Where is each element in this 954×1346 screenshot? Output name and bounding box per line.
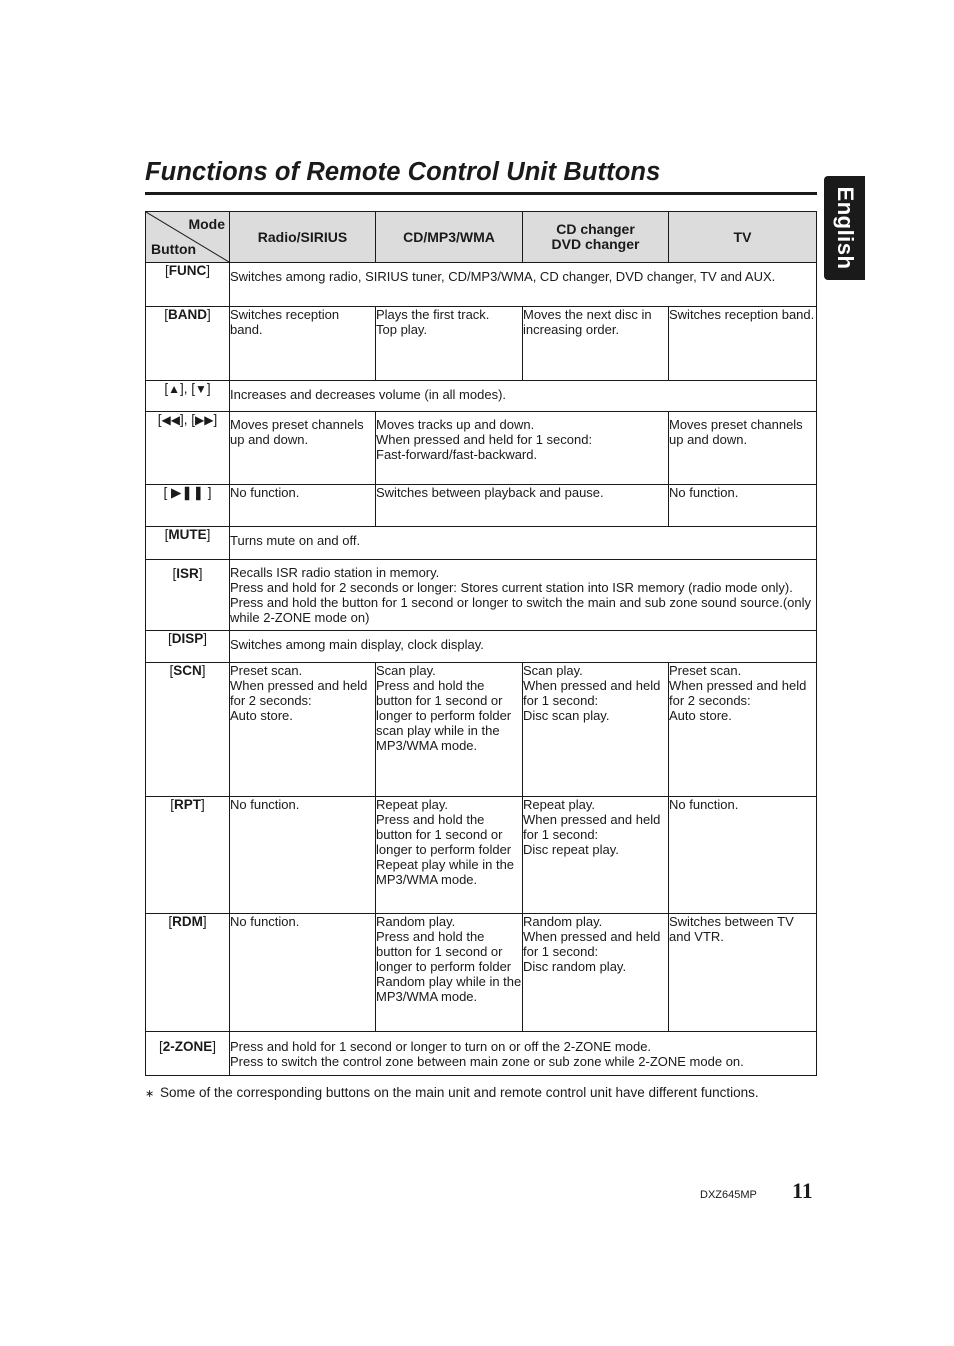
button-rdm: [RDM] — [146, 914, 230, 1032]
language-tab-label: English — [832, 186, 858, 270]
scn-cd: Scan play. Press and hold the button for 1 second or longer to perform folder scan play while in the MP3/WMA mode. — [376, 663, 523, 797]
button-2zone: [2-ZONE] — [146, 1032, 230, 1076]
2zone-line-2: Press to switch the control zone between main zone or sub zone while 2-ZONE mode on. — [230, 1054, 744, 1069]
row-2zone — [146, 1032, 817, 1076]
rpt-cd: Repeat play. Press and hold the button for 1 second or longer to perform folder Repeat play while in the MP3/WMA mode. — [376, 797, 523, 914]
page-title: Functions of Remote Control Unit Buttons — [145, 158, 661, 186]
isr-line-1: Recalls ISR radio station in memory. — [230, 565, 440, 580]
button-band: [BAND] — [146, 307, 230, 381]
playpause-cd-changer: Switches between playback and pause. — [376, 485, 669, 527]
skip-cd-changer: Moves tracks up and down. When pressed and held for 1 second: Fast-forward/fast-backward. — [376, 412, 669, 485]
playpause-tv: No function. — [669, 485, 817, 527]
band-tv: Switches reception band. — [669, 307, 817, 381]
rpt-changer: Repeat play. When pressed and held for 1 second: Disc repeat play. — [523, 797, 669, 914]
disp-all-modes: Switches among main display, clock display. — [230, 631, 817, 663]
footnote — [145, 1085, 759, 1100]
rdm-changer: Random play. When pressed and held for 1 second: Disc random play. — [523, 914, 669, 1032]
row-isr — [146, 560, 817, 631]
rdm-tv: Switches between TV and VTR. — [669, 914, 817, 1032]
scn-tv: Preset scan. When pressed and held for 2 seconds: Auto store. — [669, 663, 817, 797]
2zone-all-modes — [230, 1032, 817, 1076]
skip-radio: Moves preset channels up and down. — [230, 412, 376, 485]
language-tab — [824, 176, 865, 280]
button-disp: [DISP] — [146, 631, 230, 663]
mute-all-modes: Turns mute on and off. — [230, 527, 817, 560]
row-func — [146, 263, 817, 307]
rpt-tv: No function. — [669, 797, 817, 914]
row-band — [146, 307, 817, 381]
rdm-cd: Random play. Press and hold the button for 1 second or longer to perform folder Random play while in the MP3/WMA mode. — [376, 914, 523, 1032]
skip-forward-icon: ▶▶ — [195, 413, 214, 427]
playpause-radio: No function. — [230, 485, 376, 527]
row-play-pause — [146, 485, 817, 527]
func-all-modes: Switches among radio, SIRIUS tuner, CD/MP3/WMA, CD changer, DVD changer, TV and AUX. — [230, 263, 817, 307]
mode-button-corner-cell — [146, 212, 230, 263]
header-changer: CD changer DVD changer — [523, 212, 669, 263]
rdm-radio: No function. — [230, 914, 376, 1032]
header-row — [146, 212, 817, 263]
button-functions-table — [145, 211, 817, 1076]
skip-back-icon: ◀◀ — [161, 413, 180, 427]
header-cd: CD/MP3/WMA — [376, 212, 523, 263]
band-cd: Plays the first track. Top play. — [376, 307, 523, 381]
row-skip — [146, 412, 817, 485]
isr-all-modes — [230, 560, 817, 631]
model-number: DXZ645MP — [700, 1189, 757, 1201]
2zone-line-1: Press and hold for 1 second or longer to turn on or off the 2-ZONE mode. — [230, 1039, 652, 1054]
page-number: 11 — [792, 1178, 813, 1203]
isr-line-3: Press and hold the button for 1 second or longer to switch the main and sub zone sound source.(only while 2-ZONE mode on) — [230, 595, 812, 625]
volume-all-modes: Increases and decreases volume (in all modes). — [230, 381, 817, 412]
header-radio: Radio/SIRIUS — [230, 212, 376, 263]
row-volume — [146, 381, 817, 412]
rpt-radio: No function. — [230, 797, 376, 914]
button-rpt: [RPT] — [146, 797, 230, 914]
button-volume-up-down: [▲], [▼] — [146, 381, 230, 412]
footnote-text: Some of the corresponding buttons on the main unit and remote control unit have different functions. — [159, 1085, 759, 1100]
scn-changer: Scan play. When pressed and held for 1 second: Disc scan play. — [523, 663, 669, 797]
row-rdm — [146, 914, 817, 1032]
down-triangle-icon: ▼ — [195, 382, 207, 396]
button-label: Button — [151, 241, 197, 257]
button-isr: [ISR] — [146, 560, 230, 631]
scn-radio: Preset scan. When pressed and held for 2 seconds: Auto store. — [230, 663, 376, 797]
button-mute: [MUTE] — [146, 527, 230, 560]
band-radio: Switches reception band. — [230, 307, 376, 381]
row-scn — [146, 663, 817, 797]
row-rpt — [146, 797, 817, 914]
mode-label: Mode — [188, 216, 225, 232]
play-pause-icon: ▶❚❚ — [170, 485, 204, 500]
button-scn: [SCN] — [146, 663, 230, 797]
header-tv: TV — [669, 212, 817, 263]
button-skip: [◀◀], [▶▶] — [146, 412, 230, 485]
row-disp — [146, 631, 817, 663]
footnote-mark: ∗ — [145, 1088, 155, 1100]
title-rule — [145, 192, 817, 195]
band-changer: Moves the next disc in increasing order. — [523, 307, 669, 381]
button-play-pause: [ ▶❚❚ ] — [146, 485, 230, 527]
up-triangle-icon: ▲ — [168, 382, 180, 396]
row-mute — [146, 527, 817, 560]
isr-line-2: Press and hold for 2 seconds or longer: Stores current station into ISR memory (radio mode only). — [230, 580, 793, 595]
button-func: [FUNC] — [146, 263, 230, 307]
skip-tv: Moves preset channels up and down. — [669, 412, 817, 485]
